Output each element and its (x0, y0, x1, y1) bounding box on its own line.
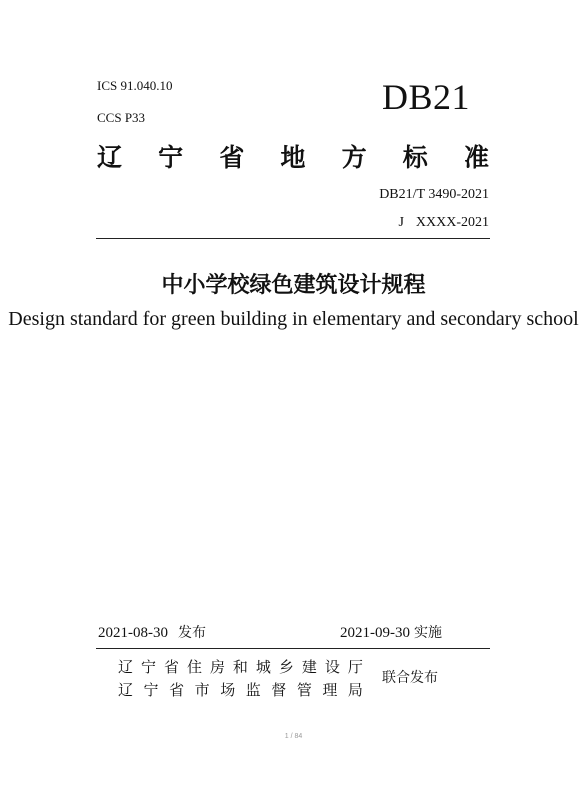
standard-number: DB21/T 3490-2021 (379, 187, 489, 202)
j-number-value: XXXX-2021 (415, 215, 489, 230)
implement-date (340, 622, 442, 642)
title-english: Design standard for green building in elementary and secondary school (8, 308, 579, 330)
title-chinese: 中小学校绿色建筑设计规程 (161, 273, 426, 298)
issuer-char: 辽 (118, 681, 134, 699)
standard-type-char: 地 (280, 143, 306, 172)
issuer-char: 设 (324, 658, 340, 676)
issuer-housing-dept (118, 656, 363, 677)
j-number (398, 215, 489, 231)
publish-label: 发布 (178, 625, 206, 641)
header-divider (96, 238, 490, 239)
standard-type-char: 标 (402, 143, 428, 172)
issuer-char: 场 (220, 681, 236, 699)
issuer-char: 乡 (278, 658, 294, 676)
ccs-code: CCS P33 (97, 110, 146, 125)
issuer-char: 城 (255, 658, 271, 676)
implement-label: 实施 (414, 625, 442, 641)
issuer-char: 辽 (118, 658, 134, 676)
issuer-char: 理 (322, 681, 338, 699)
standard-type-char: 宁 (158, 143, 184, 172)
ics-code: ICS 91.040.10 (97, 78, 173, 93)
footer-divider (96, 648, 490, 649)
standard-type (97, 138, 489, 174)
standard-type-char: 方 (341, 143, 367, 172)
issuer-char: 厅 (347, 658, 363, 676)
publish-date-value: 2021-08-30 (98, 625, 168, 641)
issuer-char: 宁 (143, 681, 159, 699)
issuer-char: 监 (245, 681, 261, 699)
issuer-market-bureau (118, 679, 363, 700)
joint-issue-label: 联合发布 (382, 670, 438, 686)
j-letter: J (398, 215, 404, 230)
standard-code: DB21 (382, 77, 471, 117)
issuer-char: 省 (163, 658, 179, 676)
issuer-char: 省 (169, 681, 185, 699)
publish-date (98, 622, 206, 642)
issuer-char: 宁 (140, 658, 156, 676)
issuer-char: 住 (186, 658, 202, 676)
issuer-char: 房 (209, 658, 225, 676)
implement-date-value: 2021-09-30 (340, 625, 410, 641)
issuer-char: 和 (232, 658, 248, 676)
issuer-char: 局 (347, 681, 363, 699)
standard-type-char: 省 (219, 143, 245, 172)
issuer-char: 建 (301, 658, 317, 676)
issuer-char: 市 (194, 681, 210, 699)
standard-type-char: 辽 (97, 143, 123, 172)
page-indicator: 1 / 84 (284, 733, 303, 740)
issuer-char: 督 (271, 681, 287, 699)
issuer-char: 管 (296, 681, 312, 699)
standard-type-char: 准 (463, 143, 489, 172)
